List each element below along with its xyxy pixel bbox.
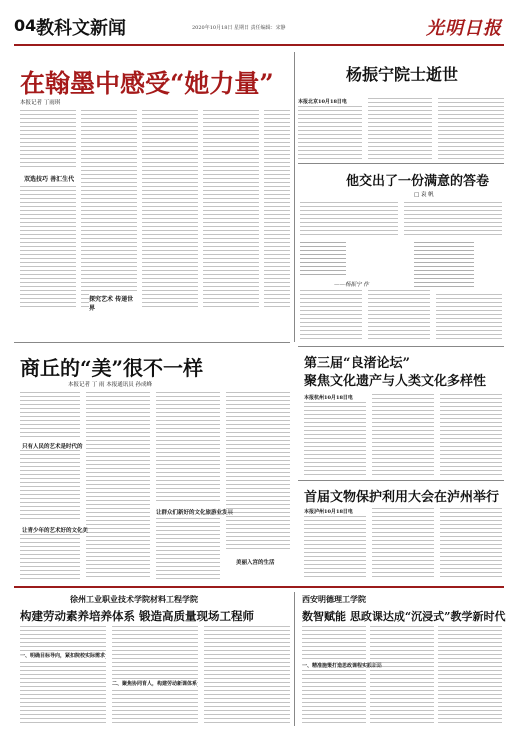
bottom-rule — [14, 586, 504, 588]
main-subhead-1: 双选技巧 善汇生代 — [24, 176, 75, 183]
tribute-headline: 杨振宁院士逝世 — [346, 65, 459, 84]
forum-byline: 本报杭州10月18日电 — [304, 395, 353, 401]
xian-feature — [298, 592, 504, 726]
column-divider — [294, 52, 295, 342]
xuzhou-subhead-1: 一、明确目标导向，紧扣院校实际需求 — [20, 653, 106, 659]
poem-headline: 他交出了一份满意的答卷 — [346, 174, 490, 189]
forum-article — [298, 350, 504, 480]
shangqiu-byline: 本报记者 丁 雨 本报通讯员 孙成峰 — [68, 382, 152, 388]
masthead — [14, 14, 504, 42]
main-headline: 在翰墨中感受“她力量” — [20, 69, 274, 98]
main-col-1 — [20, 110, 76, 310]
culture-meet-byline: 本报泸州10月18日电 — [304, 509, 353, 515]
newspaper-logo: 光明日报 — [426, 18, 502, 39]
main-col-4 — [203, 110, 259, 310]
tribute-byline: 本报北京10月18日电 — [298, 99, 347, 105]
poem-byline: □ 袁 帆 — [414, 192, 434, 198]
poem-author-tag: ——杨振宁 作 — [334, 282, 369, 288]
xuzhou-subhead-2: 二、聚焦协同育人，构建劳动新课体系 — [112, 681, 198, 687]
shangqiu-subhead-2: 让青少年的艺术好的文化美 — [22, 528, 89, 534]
xuzhou-feature — [14, 592, 290, 726]
shangqiu-subhead-3: 让群众们新好的文化旅游业发展 — [156, 510, 234, 516]
shangqiu-subhead-4: 美丽入宫的生活 — [236, 560, 275, 566]
shangqiu-article — [14, 346, 290, 582]
xuzhou-kicker: 徐州工业职业技术学院材料工程学院 — [70, 594, 198, 604]
poem-top-rule — [298, 163, 504, 164]
xian-kicker: 西安明德理工学院 — [302, 594, 366, 604]
poem-left-block — [300, 242, 346, 278]
forum-headline-2: 聚焦文化遗产与人类文化多样性 — [304, 374, 487, 389]
main-article — [14, 52, 290, 314]
date-line: 2020年10月18日 星期日 责任编辑：宋静 — [192, 25, 286, 31]
forum-headline-1: 第三届“良渚论坛” — [304, 356, 410, 371]
page-number: 04 — [14, 16, 37, 35]
main-col-2 — [81, 110, 137, 310]
main-col-5 — [264, 110, 290, 310]
section-divider — [14, 342, 290, 343]
xian-subhead-1: 一、精准施策打造思政课程实践新路 — [302, 663, 383, 669]
xian-headline: 数智赋能 思政课达成“沉浸式”教学新时代 — [302, 610, 506, 623]
shangqiu-headline: 商丘的“美”很不一样 — [20, 356, 204, 380]
main-byline: 本报记者 丁雨琪 — [20, 100, 61, 106]
main-subhead-2: 探究艺术 传递世界 — [89, 294, 137, 312]
culture-meet-article — [298, 484, 504, 582]
masthead-rule — [14, 44, 504, 46]
section-title: 教科文新闻 — [36, 18, 126, 39]
poem-article — [298, 166, 504, 346]
main-col-3 — [142, 110, 198, 310]
culture-meet-headline: 首届文物保护利用大会在泸州举行 — [304, 490, 500, 505]
shangqiu-subhead-1: 只有人民的艺术是时代的 — [22, 444, 83, 450]
poem-right-block — [414, 242, 474, 290]
xuzhou-headline: 构建劳动素养培养体系 锻造高质量现场工程师 — [20, 609, 255, 623]
tribute-article — [298, 52, 504, 162]
